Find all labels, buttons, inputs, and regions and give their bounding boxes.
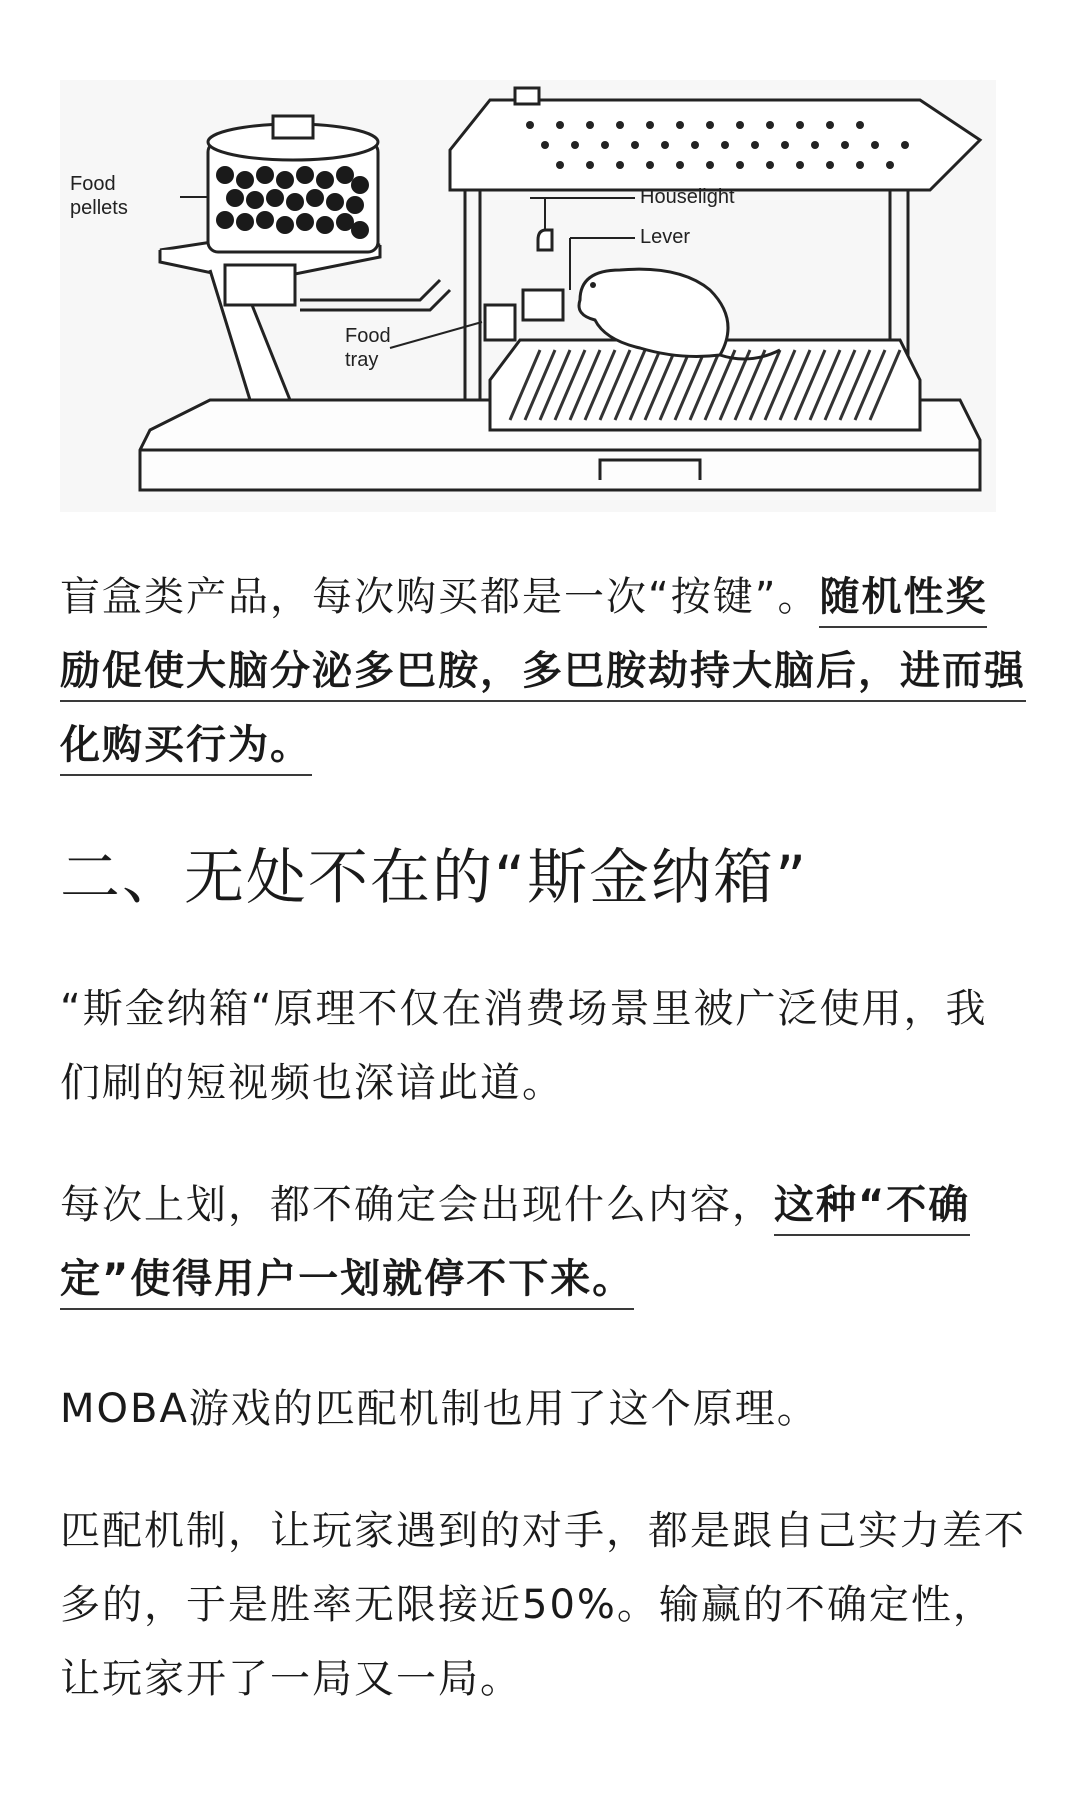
label-food-pellets-1: Food (70, 173, 116, 195)
paragraph-blind-box-text: 盲盒类产品，每次购买都是一次“按键”。 (60, 574, 820, 620)
lever (523, 290, 563, 320)
paragraph-moba: MOBA游戏的匹配机制也用了这个原理。 (60, 1386, 819, 1432)
paragraph-matching: 匹配机制，让玩家遇到的对手，都是跟自己实力差不多的，于是胜率无限接近50%。输赢的不确定性，让玩家开了一局又一局。 (60, 1508, 1026, 1702)
label-lever: Lever (640, 226, 691, 248)
paragraph-blind-box-emphasis: 随机性奖励促使大脑分泌多巴胺，多巴胺劫持大脑后，进而强化购买行为。 (60, 574, 1026, 776)
skinner-box-drawing (60, 80, 996, 512)
paragraph-blind-box (60, 560, 1026, 782)
label-food-tray-2: tray (345, 349, 379, 371)
houselight (538, 230, 552, 250)
paragraph-swipe-text: 每次上划，都不确定会出现什么内容， (60, 1182, 774, 1228)
food-tray (485, 305, 515, 340)
label-food-pellets-2: pellets (70, 197, 128, 219)
paragraph-swipe (60, 1168, 1026, 1316)
paragraph-swipe-emphasis: 这种“不确定”使得用户一划就停不下来。 (60, 1182, 970, 1310)
label-houselight: Houselight (640, 186, 735, 208)
section-heading: 二、无处不在的“斯金纳箱” (60, 843, 809, 913)
label-food-tray-1: Food (345, 325, 391, 347)
skinner-box-illustration (60, 80, 996, 512)
paragraph-short-video: “斯金纳箱“原理不仅在消费场景里被广泛使用，我们刷的短视频也深谙此道。 (60, 986, 988, 1106)
